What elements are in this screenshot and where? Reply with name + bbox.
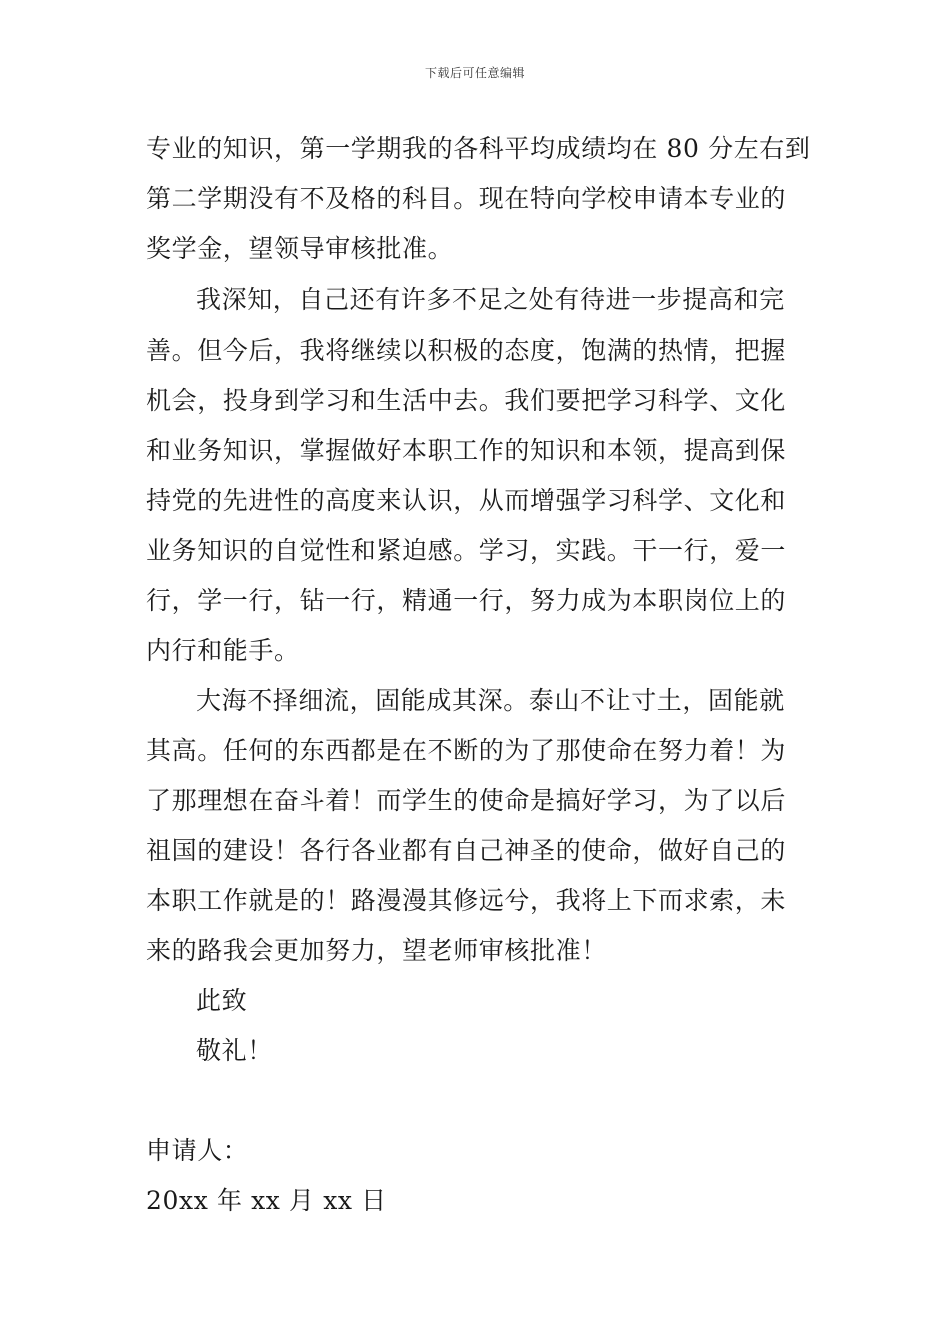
paragraph-line: 本职工作就是的！路漫漫其修远兮，我将上下而求索，未 — [146, 886, 787, 915]
paragraph-line: 大海不择细流，固能成其深。泰山不让寸土，固能就 — [196, 686, 785, 715]
paragraph-line: 内行和能手。 — [146, 636, 300, 665]
closing-respect: 敬礼！ — [196, 1036, 273, 1065]
paragraph-line: 行，学一行，钻一行，精通一行，努力成为本职岗位上的 — [146, 586, 787, 615]
page-header: 下载后可任意编辑 — [424, 66, 525, 80]
paragraph-line: 第二学期没有不及格的科目。现在特向学校申请本专业的 — [146, 184, 787, 213]
paragraph-line: 其高。任何的东西都是在不断的为了那使命在努力着！为 — [146, 736, 787, 765]
paragraph-line: 我深知，自己还有许多不足之处有待进一步提高和完 — [196, 285, 785, 314]
paragraph-line: 奖学金，望领导审核批准。 — [146, 234, 454, 263]
paragraph-line: 来的路我会更加努力，望老师审核批准！ — [146, 936, 607, 965]
paragraph-line: 业务知识的自觉性和紧迫感。学习，实践。干一行，爱一 — [146, 536, 787, 565]
applicant-label: 申请人： — [146, 1136, 249, 1165]
paragraph-line: 了那理想在奋斗着！而学生的使命是搞好学习，为了以后 — [146, 786, 787, 815]
paragraph-line: 善。但今后，我将继续以积极的态度，饱满的热情，把握 — [146, 336, 787, 365]
paragraph-line: 专业的知识，第一学期我的各科平均成绩均在 80 分左右到 — [146, 134, 811, 163]
paragraph-line: 和业务知识，掌握做好本职工作的知识和本领，提高到保 — [146, 436, 787, 465]
paragraph-line: 持党的先进性的高度来认识，从而增强学习科学、文化和 — [146, 486, 787, 515]
paragraph-line: 机会，投身到学习和生活中去。我们要把学习科学、文化 — [146, 386, 787, 415]
paragraph-line: 祖国的建设！各行各业都有自己神圣的使命，做好自己的 — [146, 836, 787, 865]
application-date: 20xx 年 xx 月 xx 日 — [146, 1186, 387, 1215]
closing-salutation: 此致 — [196, 986, 248, 1015]
